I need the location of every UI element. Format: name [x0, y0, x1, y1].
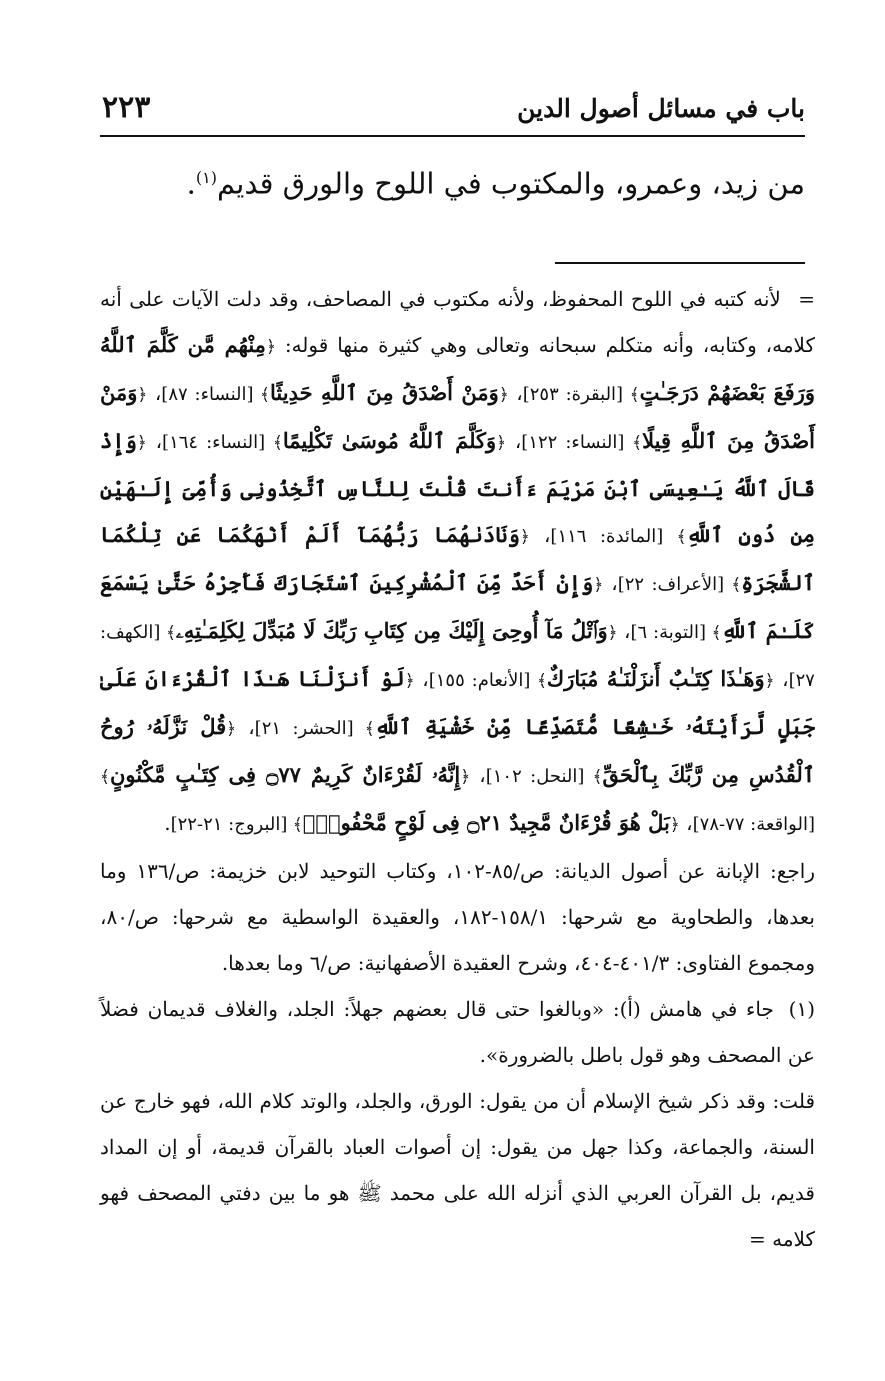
footnote-marker: (١) — [195, 168, 217, 187]
main-text — [100, 152, 805, 210]
continuation-intro: لأنه كتبه في اللوح المحفوظ، ولأنه مكتوب في المصاحف، وقد دلت الآيات على أنه كلامه، وكتابه، وأنه متكلم سبحانه وتعالى وهي كثيرة منها قوله: — [100, 287, 816, 357]
ayah-text: مِنْهُم مَّن كَلَّمَ ٱللَّهُ وَرَفَعَ بَعْضَهُمْ دَرَجَـٰتٍ — [100, 332, 816, 405]
main-text-end: . — [186, 166, 196, 201]
continuation-end: . — [164, 811, 171, 835]
ayah-separator: ، — [529, 523, 551, 547]
ayah-close-bracket-icon: ﴾ — [265, 433, 283, 453]
ayah-close-bracket-icon: ﴾ — [584, 767, 603, 787]
ayah-separator: ، — [147, 381, 162, 405]
ayah-reference: [التوبة: ٦] — [630, 622, 706, 643]
ayah-reference: [النساء: ١٢٢] — [521, 432, 625, 453]
running-title: باب في مسائل أصول الدين — [517, 94, 805, 123]
ayah-close-bracket-icon: ﴾ — [663, 527, 687, 547]
ayah-reference: [النحل: ١٠٢] — [485, 766, 585, 787]
ayah-open-bracket-icon: ﴿ — [265, 337, 276, 357]
footnote-1 — [100, 986, 815, 1078]
ayah-text: وَهَـٰذَا كِتَـٰبٌ أَنزَلْنَـٰهُ مُبَارَكٌ — [546, 666, 765, 691]
ayah-citation — [171, 811, 680, 835]
ayah-separator: ، — [506, 429, 522, 453]
ayah-citation — [147, 381, 508, 405]
ayah-open-bracket-icon: ﴿ — [137, 385, 148, 405]
footnotes — [100, 276, 815, 1262]
ayah-open-bracket-icon: ﴿ — [593, 575, 604, 595]
ayah-reference: [الواقعة: ٧٧-٧٨] — [692, 814, 815, 835]
ayah-text: وَكَلَّمَ ٱللَّهُ مُوسَىٰ تَكْلِيمًا — [282, 428, 497, 453]
ayat-list — [100, 333, 815, 835]
ayah-text: وَإِذْ قَالَ ٱللَّهُ يَـٰعِيسَى ٱبْنَ مَرْيَمَ ءَأَنتَ قُلْتَ لِلنَّاسِ ٱتَّخِذُونِى وَأُمِّىَ إِلَـٰهَيْنِ مِن دُونِ ٱللَّهِ — [100, 428, 816, 547]
ayah-close-bracket-icon: ﴾ — [100, 767, 110, 787]
ayah-separator: ، — [603, 571, 618, 595]
ayah-close-bracket-icon: ﴾ — [160, 623, 176, 643]
ayah-separator: ، — [414, 667, 429, 691]
ayah-separator: ، — [617, 619, 631, 643]
continuation-marker: = — [798, 287, 815, 311]
ayah-close-bracket-icon: ﴾ — [623, 385, 640, 405]
ayah-open-bracket-icon: ﴿ — [226, 719, 237, 739]
ayah-separator: ، — [236, 715, 255, 739]
comment-paragraph — [100, 1078, 815, 1262]
ayah-reference: [الأعراف: ٢٢] — [617, 574, 725, 595]
ayah-text: وَٱتْلُ مَآ أُوحِىَ إِلَيْكَ مِن كِتَابِ رَبِّكَ لَا مُبَدِّلَ لِكَلِمَـٰتِهِۦ — [175, 618, 608, 643]
ayah-open-bracket-icon: ﴿ — [669, 815, 680, 835]
ayah-open-bracket-icon: ﴿ — [519, 527, 530, 547]
ayah-close-bracket-icon: ﴾ — [353, 719, 375, 739]
ayah-text: وَمَنْ أَصْدَقُ مِنَ ٱللَّهِ قِيلًا — [100, 380, 816, 453]
footnote-continuation — [100, 276, 815, 848]
ayah-close-bracket-icon: ﴾ — [624, 433, 643, 453]
ayah-close-bracket-icon: ﴾ — [530, 671, 547, 691]
comment-end-marker: = — [748, 1227, 766, 1251]
ayah-text: لَوْ أَنزَلْنَا هَـٰذَا ٱلْقُرْءَانَ عَلَىٰ جَبَلٍ لَّرَأَيْتَهُۥ خَـٰشِعًا مُّتَصَدِّعًا مِّنْ خَشْيَةِ ٱللَّهِ — [100, 666, 816, 739]
ayah-open-bracket-icon: ﴿ — [496, 433, 507, 453]
ayah-close-bracket-icon: ﴾ — [287, 815, 303, 835]
main-text-body: من زيد، وعمرو، والمكتوب في اللوح والورق قديم — [216, 166, 805, 201]
ayah-reference: [النساء: ١٦٤] — [162, 432, 266, 453]
ayah-reference: [المائدة: ١١٦] — [550, 526, 664, 547]
ayah-reference: [الأنعام: ١٥٥] — [428, 670, 531, 691]
header-rule — [100, 135, 805, 137]
ayah-text: وَمَنْ أَصْدَقُ مِنَ ٱللَّهِ حَدِيثًا — [270, 380, 499, 405]
references-paragraph: راجع: الإبانة عن أصول الديانة: ص/٨٥-١٠٢، وكتاب التوحيد لابن خزيمة: ص/١٣٦ وما بعدها، والطحاوية مع شرحها: ١٥٨/١-١٨٢، والعقيدة الواسطية مع شرحها: ص/٨٠، ومجموع الفتاوى: ٤٠١/٣-٤٠٤، وشرح العقيدة الأصفهانية: ص/٦ وما بعدها. — [100, 859, 815, 975]
ayah-close-bracket-icon: ﴾ — [724, 575, 742, 595]
ayah-separator: ، — [679, 811, 693, 835]
ayah-separator: ، — [470, 763, 486, 787]
ayah-reference: [النساء: ٨٧] — [161, 384, 254, 405]
ayah-separator: ، — [146, 429, 163, 453]
ayah-open-bracket-icon: ﴿ — [764, 671, 775, 691]
ayah-close-bracket-icon: ﴾ — [706, 623, 722, 643]
ayah-text: بَلْ هُوَ قُرْءَانٌ مَّجِيدٌ ۝٢١ فِى لَوْحٍ مَّحْفُوظٍۭ — [302, 810, 670, 835]
ayah-reference: [البقرة: ٢٥٣] — [522, 384, 624, 405]
footnote-1-text: جاء في هامش (أ): «وبالغوا حتى قال بعضهم جهلاً: الجلد، والغلاف قديمان فضلاً عن المصحف وهو قول باطل بالضرورة». — [100, 997, 815, 1067]
ayah-reference: [البروج: ٢١-٢٢] — [170, 814, 288, 835]
footnote-rule — [555, 262, 805, 264]
ayah-citation — [415, 667, 775, 691]
ayah-text: وَإِنْ أَحَدٌ مِّنَ ٱلْمُشْرِكِينَ ٱسْتَجَارَكَ فَأَجِرْهُ حَتَّىٰ يَسْمَعَ كَلَـٰمَ ٱللَّهِ — [100, 570, 815, 643]
ayah-open-bracket-icon: ﴿ — [607, 623, 618, 643]
ayah-separator: ، — [774, 667, 789, 691]
ayah-open-bracket-icon: ﴿ — [136, 433, 147, 453]
ayah-text: وَنَادَىٰهُمَا رَبُّهُمَآ أَلَمْ أَنْهَكُمَا عَن تِلْكُمَا ٱلشَّجَرَةِ — [100, 522, 815, 595]
comment-text: قلت: وقد ذكر شيخ الإسلام أن من يقول: الورق، والجلد، والوتد كلام الله، فهو خارج عن السنة، والجماعة، وكذا جهل من يقول: إن أصوات العباد بالقرآن قديمة، أو إن المداد قديم، بل القرآن العربي الذي أنزله الله على محمد ﷺ هو ما بين دفتي المصحف فهو كلامه — [100, 1089, 815, 1251]
footnote-1-number: (١) — [788, 997, 816, 1021]
ayah-reference: [الحشر: ٢١] — [254, 718, 354, 739]
page-number: ٢٢٣ — [102, 90, 151, 125]
ayah-open-bracket-icon: ﴿ — [460, 767, 471, 787]
ayah-open-bracket-icon: ﴿ — [404, 671, 415, 691]
ayah-separator: ، — [508, 381, 523, 405]
ayah-citation — [147, 429, 506, 453]
ayah-text: قُلْ نَزَّلَهُۥ رُوحُ ٱلْقُدُسِ مِن رَّبِّكَ بِٱلْحَقِّ — [100, 714, 816, 787]
ayah-text: إِنَّهُۥ لَقُرْءَانٌ كَرِيمٌ ۝٧٧ فِى كِتَـٰبٍ مَّكْنُونٍ — [109, 762, 461, 787]
ayah-open-bracket-icon: ﴿ — [498, 385, 509, 405]
ayah-close-bracket-icon: ﴾ — [253, 385, 271, 405]
ayah-reference: [الكهف: ٢٧] — [100, 622, 815, 691]
page-header — [100, 88, 805, 130]
